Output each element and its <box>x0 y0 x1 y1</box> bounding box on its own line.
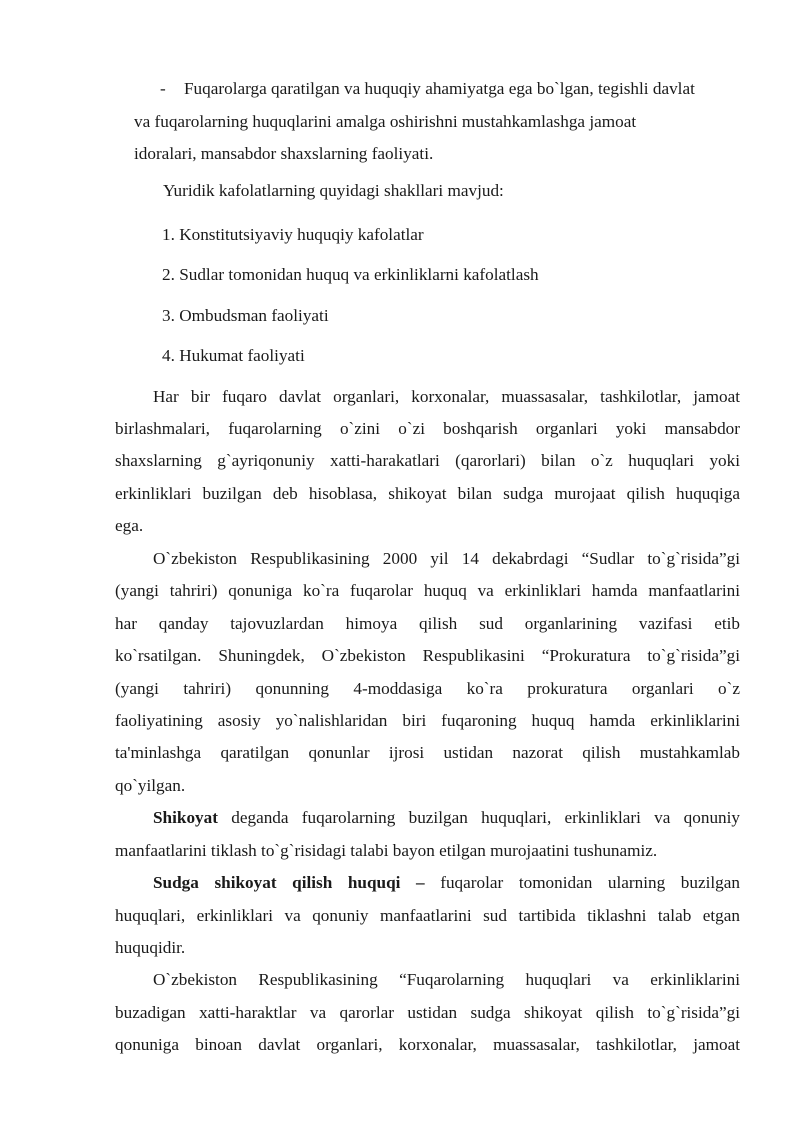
forms-heading: Yuridik kafolatlarning quyidagi shakllari mavjud: <box>163 181 504 200</box>
para4-line-1 <box>153 872 740 894</box>
para1-line-5: ega. <box>115 516 144 535</box>
intro-item-line-1: Fuqarolarga qaratilgan va huquqiy ahamiyatga ega bo`lgan, tegishli davlat <box>184 79 695 98</box>
para4-line-1-rest: fuqarolar tomonidan ularning buzilgan <box>424 873 740 892</box>
para4-line-2: huquqlari, erkinliklari va qonuniy manfaatlarini sud tartibida tiklashni talab etgan <box>115 906 740 925</box>
para2-line-5: (yangi tahriri) qonunning 4-moddasiga ko`ra prokuratura organlari o`z <box>115 679 740 698</box>
para3-line-1-rest: deganda fuqarolarning buzilgan huquqlari, erkinliklari va qonuniy <box>217 808 740 827</box>
para2-line-6: faoliyatining asosiy yo`nalishlaridan biri fuqaroning huquq hamda erkinliklarini <box>115 711 740 730</box>
para3-line-2: manfaatlarini tiklash to`g`risidagi talabi bayon etilgan murojaatini tushunamiz. <box>115 841 658 860</box>
forms-item-1: 1. Konstitutsiyaviy huquqiy kafolatlar <box>162 225 424 244</box>
term-shikoyat: Shikoyat <box>153 808 218 827</box>
para1-line-3: shaxslarning g`ayriqonuniy xatti-harakatlari (qarorlari) bilan o`z huquqlari yoki <box>115 451 740 470</box>
para2-line-3: har qanday tajovuzlardan himoya qilish sud organlarining vazifasi etib <box>115 614 740 633</box>
para5-line-3: qonuniga binoan davlat organlari, korxonalar, muassasalar, tashkilotlar, jamoat <box>115 1035 740 1054</box>
para3-line-1 <box>153 807 740 829</box>
para5-line-2: buzadigan xatti-haraktlar va qarorlar ustidan sudga shikoyat qilish to`g`risida”gi <box>115 1003 740 1022</box>
para4-line-3: huquqidir. <box>115 938 186 957</box>
intro-item-line-3: idoralari, mansabdor shaxslarning faoliyati. <box>134 144 434 163</box>
forms-item-3: 3. Ombudsman faoliyati <box>162 306 329 325</box>
para5-line-1: O`zbekiston Respublikasining “Fuqarolarning huquqlari va erkinliklarini <box>153 970 740 989</box>
para1-line-2: birlashmalari, fuqarolarning o`zini o`zi boshqarish organlari yoki mansabdor <box>115 419 740 438</box>
para1-line-1: Har bir fuqaro davlat organlari, korxonalar, muassasalar, tashkilotlar, jamoat <box>153 387 740 406</box>
intro-item-line-2: va fuqarolarning huquqlarini amalga oshirishni mustahkamlashga jamoat <box>134 112 637 131</box>
para2-line-8: qo`yilgan. <box>115 776 186 795</box>
para1-line-4: erkinliklari buzilgan deb hisoblasa, shikoyat bilan sudga murojaat qilish huquqiga <box>115 484 740 503</box>
para2-line-1: O`zbekiston Respublikasining 2000 yil 14 dekabrdagi “Sudlar to`g`risida”gi <box>153 549 740 568</box>
forms-item-2: 2. Sudlar tomonidan huquq va erkinliklarni kafolatlash <box>162 265 539 284</box>
para2-line-4: ko`rsatilgan. Shuningdek, O`zbekiston Respublikasini “Prokuratura to`g`risida”gi <box>115 646 740 665</box>
para2-line-2: (yangi tahriri) qonuniga ko`ra fuqarolar huquq va erkinliklari hamda manfaatlarini <box>115 581 740 600</box>
list-dash: - <box>160 79 166 98</box>
forms-item-4: 4. Hukumat faoliyati <box>162 346 305 365</box>
term-sudga-shikoyat: Sudga shikoyat qilish huquqi – <box>153 873 425 892</box>
para2-line-7: ta'minlashga qaratilgan qonunlar ijrosi ustidan nazorat qilish mustahkamlab <box>115 743 740 762</box>
